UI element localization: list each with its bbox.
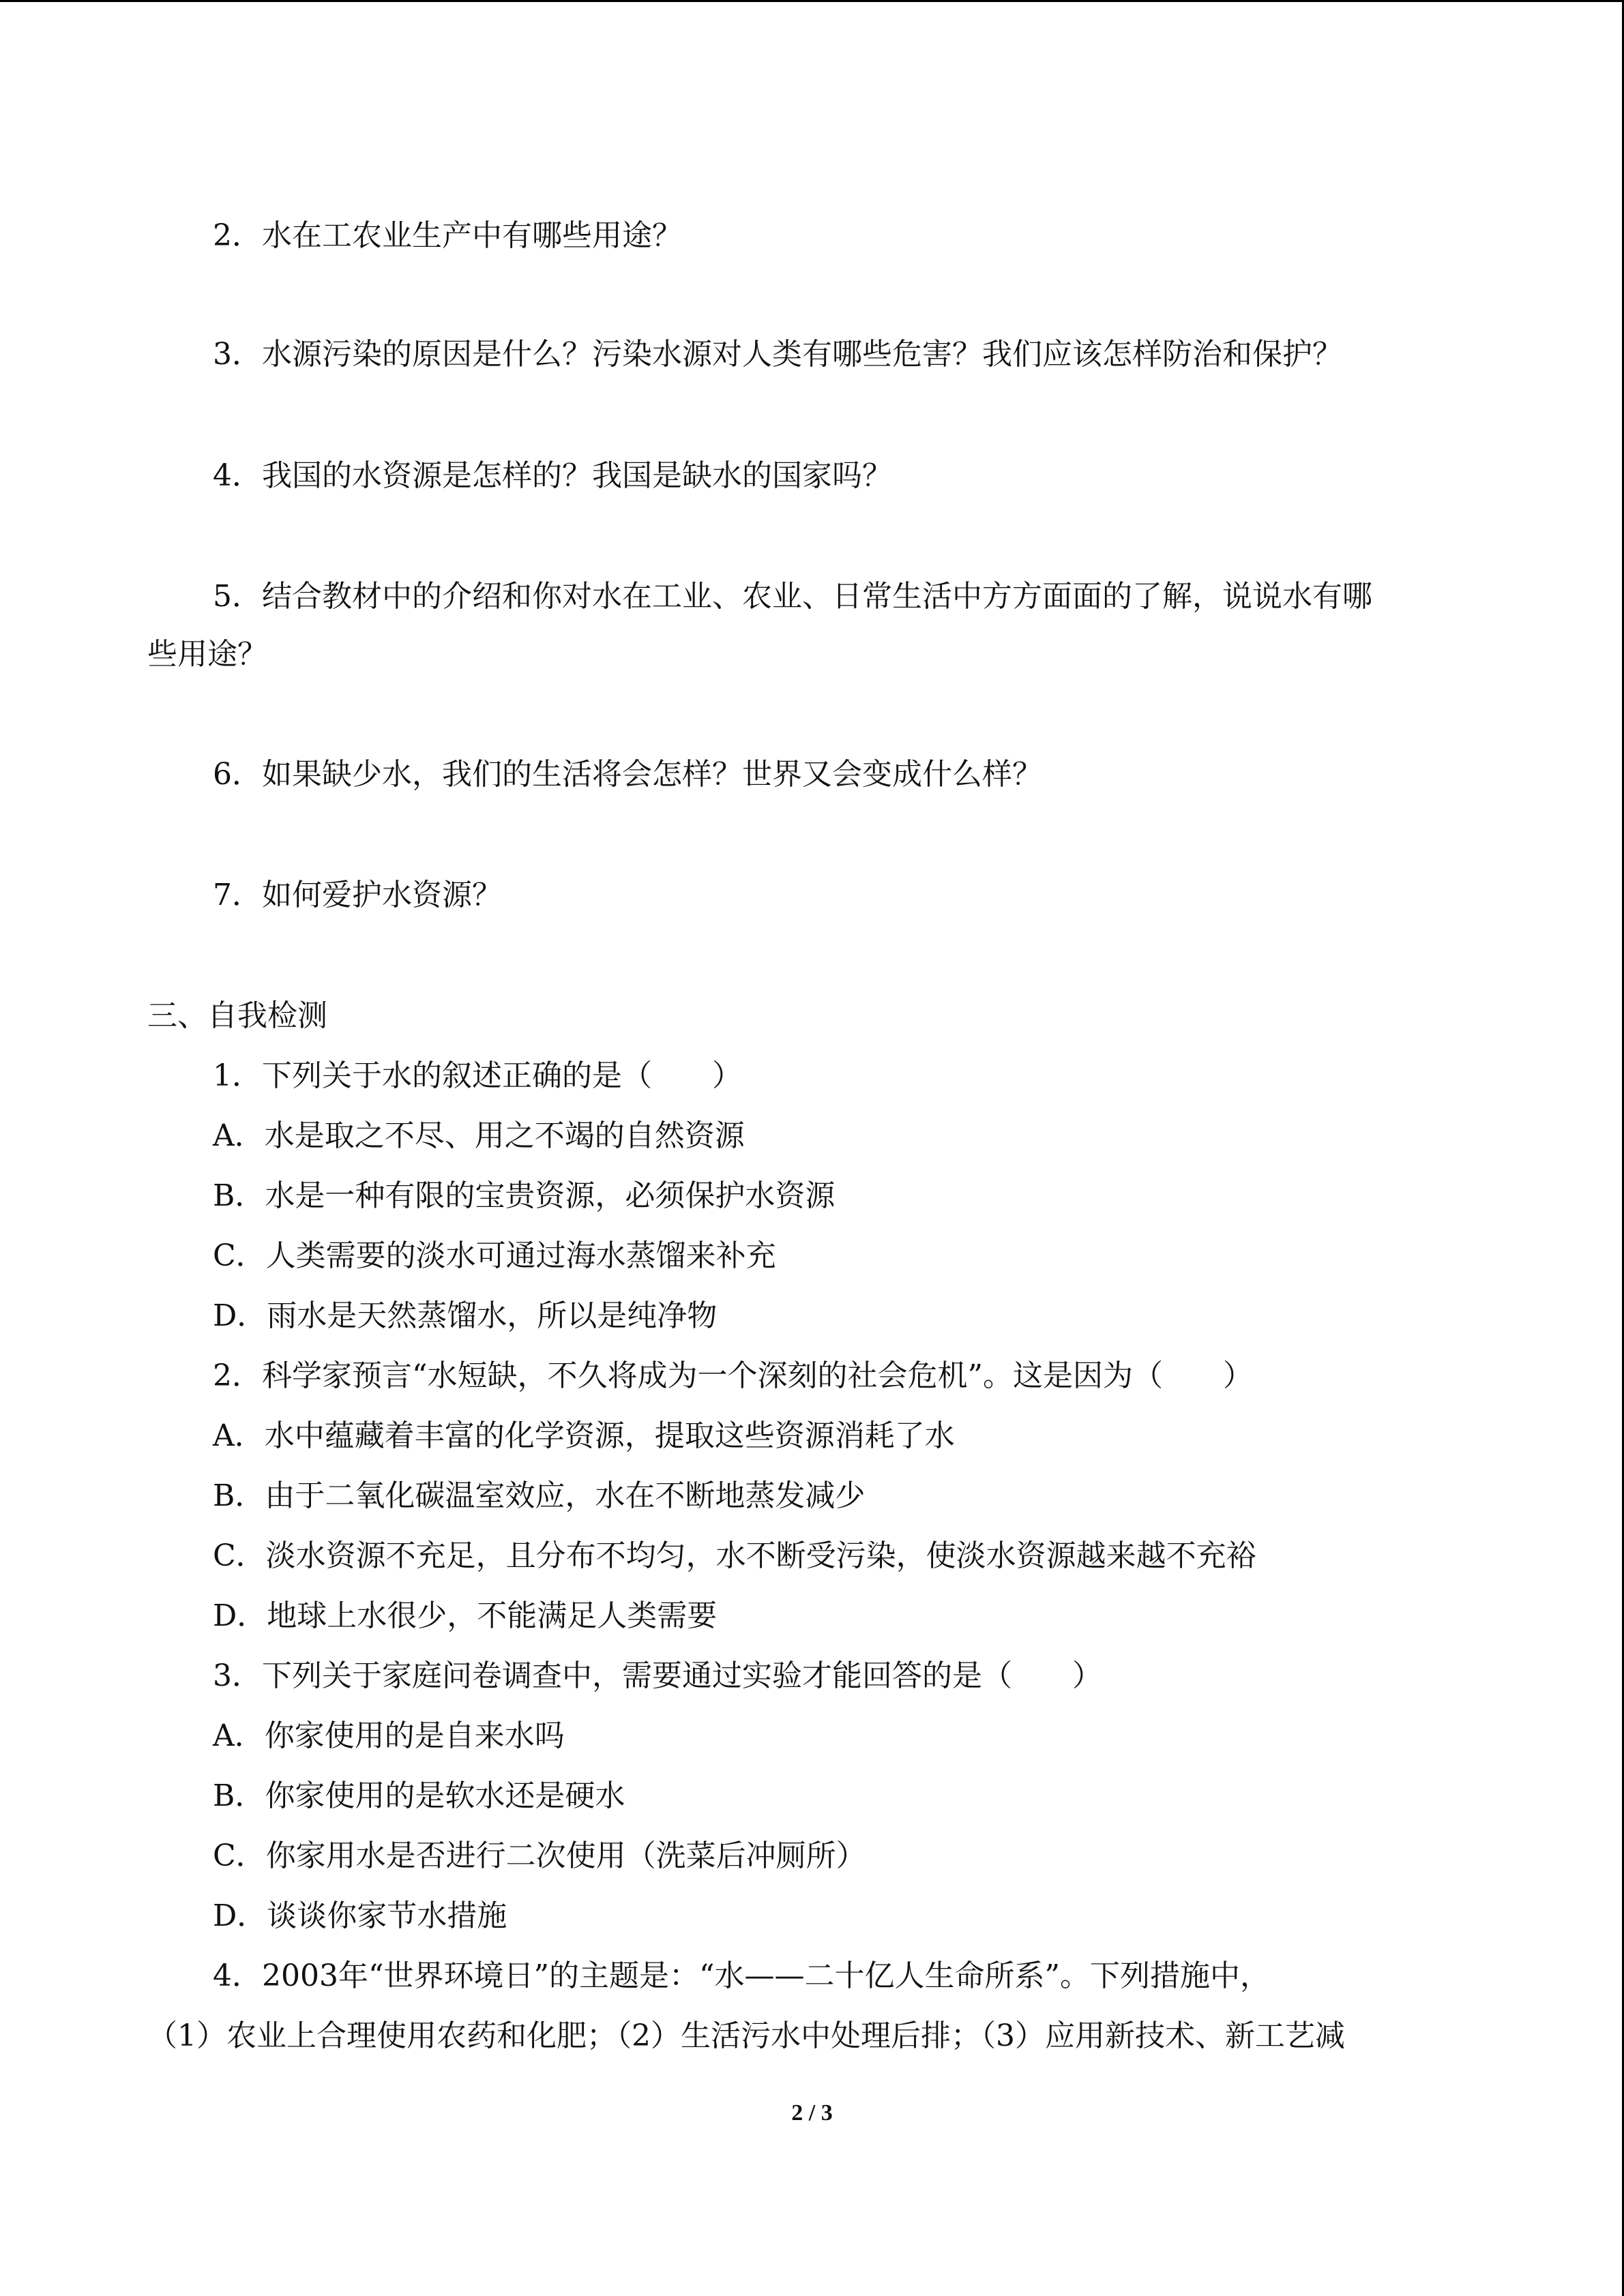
quiz-1-option-a: A．水是取之不尽、用之不竭的自然资源 (213, 1118, 745, 1153)
quiz-2-option-c: C．淡水资源不充足，且分布不均匀，水不断受污染，使淡水资源越来越不充裕 (213, 1538, 1256, 1573)
quiz-3-option-a: A．你家使用的是自来水吗 (213, 1718, 565, 1753)
quiz-3-option-c: C．你家用水是否进行二次使用（洗菜后冲厕所） (213, 1838, 866, 1873)
quiz-1-stem: 1．下列关于水的叙述正确的是（ ） (213, 1058, 742, 1093)
quiz-1-option-d: D．雨水是天然蒸馏水，所以是纯净物 (213, 1298, 718, 1333)
question-3: 3．水源污染的原因是什么？污染水源对人类有哪些危害？我们应该怎样防治和保护？ (213, 337, 1342, 372)
quiz-1-option-c: C．人类需要的淡水可通过海水蒸馏来补充 (213, 1238, 776, 1273)
question-2: 2．水在工农业生产中有哪些用途？ (213, 218, 682, 253)
page-number: 2 / 3 (791, 2100, 833, 2126)
question-4: 4．我国的水资源是怎样的？我国是缺水的国家吗？ (213, 458, 892, 493)
quiz-2-option-b: B．由于二氧化碳温室效应，水在不断地蒸发减少 (213, 1478, 866, 1513)
section-heading: 三、自我检测 (147, 998, 327, 1033)
question-6: 6．如果缺少水，我们的生活将会怎样？世界又会变成什么样？ (213, 757, 1042, 792)
quiz-3-option-d: D．谈谈你家节水措施 (213, 1898, 507, 1933)
quiz-4-stem: 4．2003年“世界环境日”的主题是：“水——二十亿人生命所系”。下列措施中， (213, 1958, 1270, 1993)
quiz-3-option-b: B．你家使用的是软水还是硬水 (213, 1778, 625, 1813)
question-7: 7．如何爱护水资源？ (213, 878, 502, 912)
quiz-2-option-a: A．水中蕴藏着丰富的化学资源，提取这些资源消耗了水 (213, 1418, 955, 1453)
question-5-continued: 些用途？ (147, 637, 267, 672)
question-5: 5．结合教材中的介绍和你对水在工业、农业、日常生活中方方面面的了解，说说水有哪 (213, 579, 1372, 614)
quiz-2-option-d: D．地球上水很少，不能满足人类需要 (213, 1598, 718, 1633)
quiz-1-option-b: B．水是一种有限的宝贵资源，必须保护水资源 (213, 1178, 836, 1213)
quiz-3-stem: 3．下列关于家庭问卷调查中，需要通过实验才能回答的是（ ） (213, 1658, 1102, 1693)
quiz-4-stem-continued: （1）农业上合理使用农药和化肥；（2）生活污水中处理后排；（3）应用新技术、新工艺减 (147, 2018, 1345, 2053)
quiz-2-stem: 2．科学家预言“水短缺，不久将成为一个深刻的社会危机”。这是因为（ ） (213, 1358, 1253, 1393)
